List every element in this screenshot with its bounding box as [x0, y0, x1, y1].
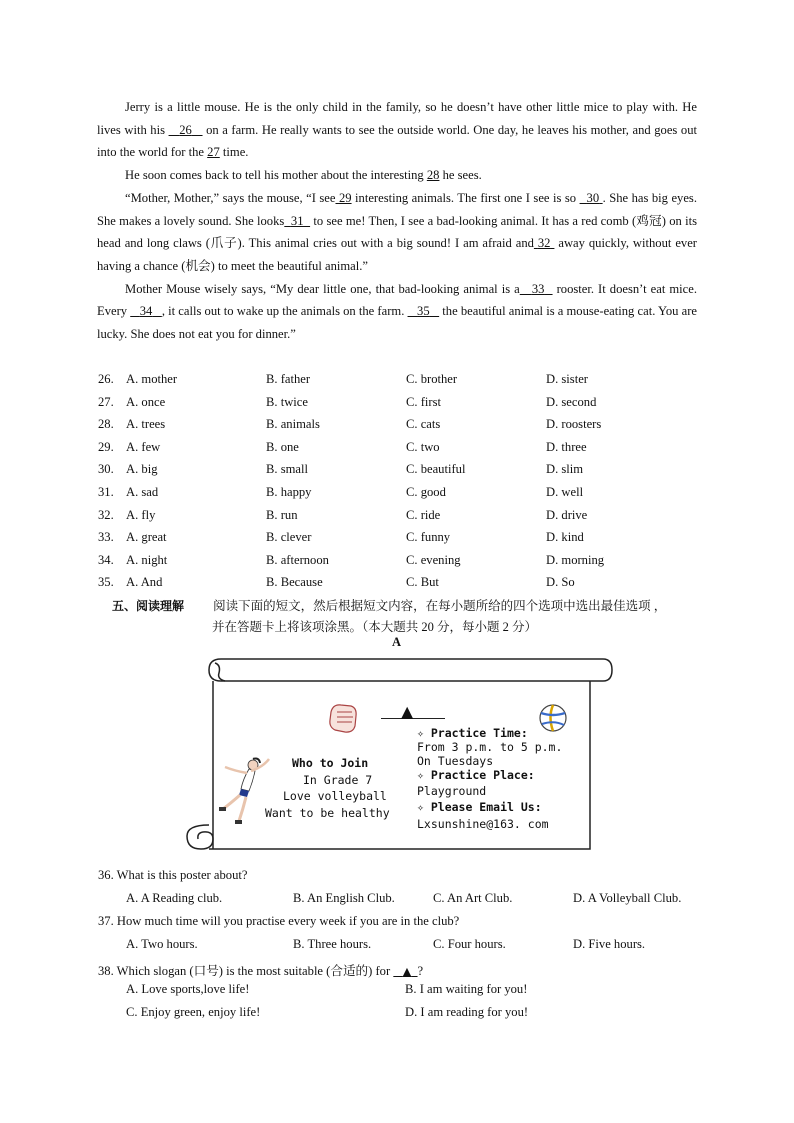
- practice-time-hours: From 3 p.m. to 5 p.m.: [417, 740, 563, 754]
- option-a[interactable]: A. mother: [126, 372, 178, 386]
- passage-paragraph-3: “Mother, Mother,” says the mouse, “I see 29 interesting animals. The first one I see is so 30 . She has big eyes. She makes a lovely sound. She looks 31 to see me! Then, I see a bad-looking animal. It has a red comb (鸡冠) on its head and long claws (爪子). This animal cries out with a big sound! I am afraid and 32 away quickly, without ever having a chance (机会) to meet the beautiful animal.”: [97, 190, 698, 273]
- q37-option-c[interactable]: C. Four hours.: [433, 937, 506, 951]
- question-37: 37. How much time will you practise every week if you are in the club?: [98, 914, 460, 928]
- practice-time-label: ✧ Practice Time:: [417, 726, 528, 740]
- section-instruction-1: 阅读下面的短文，然后根据短文内容，在每小题所给的四个选项中选出最佳选项 ，: [213, 599, 667, 613]
- option-a[interactable]: A. great: [126, 530, 167, 545]
- option-row: [98, 417, 718, 439]
- option-d[interactable]: D. three: [546, 439, 587, 454]
- question-number: 26.: [98, 372, 114, 386]
- option-b[interactable]: B. happy: [266, 485, 312, 499]
- option-a[interactable]: A. fly: [126, 507, 156, 522]
- q36-option-d[interactable]: D. A Volleyball Club.: [573, 891, 682, 905]
- question-number: 29.: [98, 439, 114, 454]
- option-c[interactable]: C. two: [406, 439, 440, 454]
- option-row: [98, 462, 718, 484]
- question-number: 32.: [98, 507, 114, 522]
- who-to-join-heading: Who to Join: [292, 756, 369, 770]
- practice-time-day: On Tuesdays: [417, 754, 494, 768]
- option-d[interactable]: D. roosters: [546, 417, 602, 432]
- q37-option-a[interactable]: A. Two hours.: [126, 937, 198, 951]
- option-row: [98, 575, 718, 597]
- section-header: [112, 596, 666, 614]
- option-d[interactable]: D. sister: [546, 372, 588, 386]
- option-d[interactable]: D. slim: [546, 462, 584, 477]
- blank-27: 27: [207, 145, 220, 160]
- blank-32: 32: [537, 236, 551, 251]
- option-b[interactable]: B. father: [266, 372, 311, 386]
- q37-option-d[interactable]: D. Five hours.: [573, 937, 646, 951]
- option-b[interactable]: B. animals: [266, 417, 320, 432]
- option-a[interactable]: A. few: [126, 439, 161, 454]
- section-instruction-2: 并在答题卡上将该项涂黑。（本大题共 20 分，每小题 2 分）: [212, 620, 538, 634]
- blank-35: 35: [417, 304, 430, 319]
- option-b[interactable]: B. run: [266, 507, 298, 522]
- option-c[interactable]: C. first: [406, 394, 441, 409]
- option-d[interactable]: D. second: [546, 394, 597, 409]
- option-a[interactable]: A. once: [126, 394, 166, 409]
- option-c[interactable]: C. cats: [406, 417, 441, 432]
- option-d[interactable]: D. drive: [546, 507, 588, 522]
- practice-place: Playground: [417, 784, 487, 798]
- option-c[interactable]: C. ride: [406, 507, 441, 522]
- option-c[interactable]: C. beautiful: [406, 462, 466, 477]
- option-c[interactable]: C. good: [406, 485, 446, 499]
- question-number: 33.: [98, 530, 114, 545]
- poster-title-line: [381, 702, 445, 721]
- question-number: 30.: [98, 462, 114, 477]
- question-number: 28.: [98, 417, 114, 432]
- q36-option-b[interactable]: B. An English Club.: [293, 891, 395, 905]
- blank-28: 28: [426, 168, 440, 183]
- who-item-2: Love volleyball: [283, 789, 387, 803]
- option-d[interactable]: D. well: [546, 485, 584, 499]
- option-a[interactable]: A. night: [126, 552, 168, 567]
- practice-place-label: ✧ Practice Place:: [417, 768, 535, 782]
- blank-26: 26: [179, 122, 192, 137]
- option-b[interactable]: B. small: [266, 462, 308, 477]
- email-label: ✧ Please Email Us:: [417, 800, 542, 814]
- question-36: 36. What is this poster about?: [98, 868, 248, 882]
- option-a[interactable]: A. trees: [126, 417, 166, 432]
- blank-30: 30: [586, 190, 600, 205]
- option-a[interactable]: A. sad: [126, 485, 159, 499]
- blank-31: 31: [290, 213, 304, 228]
- option-row: [98, 508, 718, 530]
- option-row: [98, 485, 718, 507]
- question-38: 38. Which slogan (口号) is the most suitable (合适的) for ▲ ?: [98, 964, 424, 978]
- passage-label: A: [392, 635, 402, 649]
- blank-29: 29: [338, 190, 352, 205]
- cloze-passage: [97, 96, 697, 346]
- q38-option-c[interactable]: C. Enjoy green, enjoy life!: [126, 1005, 261, 1019]
- q38-option-d[interactable]: D. I am reading for you!: [405, 1005, 529, 1019]
- fist-icon: [325, 700, 361, 736]
- option-row: [98, 553, 718, 575]
- section-title: 五、阅读理解: [112, 599, 185, 613]
- q36-option-c[interactable]: C. An Art Club.: [433, 891, 513, 905]
- volleyball-player-icon: [213, 755, 271, 827]
- blank-34: 34: [139, 304, 153, 319]
- passage-paragraph-2: He soon comes back to tell his mother about the interesting 28 he sees.: [125, 168, 482, 183]
- q36-option-a[interactable]: A. A Reading club.: [126, 891, 223, 905]
- option-a[interactable]: A. And: [126, 575, 163, 590]
- club-poster: [185, 655, 613, 851]
- q38-option-b[interactable]: B. I am waiting for you!: [405, 982, 528, 996]
- who-item-3: Want to be healthy: [265, 806, 390, 820]
- q37-option-b[interactable]: B. Three hours.: [293, 937, 372, 951]
- option-b[interactable]: B. one: [266, 439, 299, 454]
- question-number: 35.: [98, 575, 114, 590]
- option-c[interactable]: C. brother: [406, 372, 458, 386]
- passage-paragraph-1: Jerry is a little mouse. He is the only child in the family, so he doesn’t have other little mice to play with. He lives with his 26 on a farm. He really wants to see the outside world. One day, he leaves his mother, and goes out into the world for the 27 time.: [97, 100, 697, 160]
- option-c[interactable]: C. evening: [406, 552, 461, 567]
- option-a[interactable]: A. big: [126, 462, 158, 477]
- blank-33: 33: [531, 281, 545, 296]
- question-number: 27.: [98, 394, 114, 409]
- who-item-1: In Grade 7: [303, 773, 373, 787]
- q38-option-a[interactable]: A. Love sports,love life!: [126, 982, 250, 996]
- option-c[interactable]: C. But: [406, 575, 439, 590]
- option-c[interactable]: C. funny: [406, 530, 451, 545]
- title-mark: ▲: [401, 702, 414, 721]
- volleyball-icon: [538, 703, 568, 733]
- email-address: Lxsunshine@163. com: [417, 817, 549, 831]
- question-number: 31.: [98, 485, 114, 499]
- option-d[interactable]: D. kind: [546, 530, 584, 545]
- passage-paragraph-4: Mother Mouse wisely says, “My dear little one, that bad-looking animal is a 33 rooster. It doesn’t eat mice. Every 34 , it calls out to wake up the animals on the farm. 35 the beautiful animal is a mouse-eating cat. You are lucky. She does not eat you for dinner.”: [97, 281, 698, 342]
- option-b[interactable]: B. twice: [266, 394, 308, 409]
- option-row: [98, 440, 718, 462]
- option-b[interactable]: B. Because: [266, 575, 323, 590]
- option-b[interactable]: B. clever: [266, 530, 312, 545]
- q38-mark: ▲: [402, 965, 412, 978]
- option-b[interactable]: B. afternoon: [266, 552, 329, 567]
- question-number: 34.: [98, 552, 114, 567]
- option-d[interactable]: D. So: [546, 575, 575, 590]
- option-row: [98, 530, 718, 552]
- option-row: [98, 395, 718, 417]
- option-row: [98, 372, 718, 394]
- option-d[interactable]: D. morning: [546, 552, 605, 567]
